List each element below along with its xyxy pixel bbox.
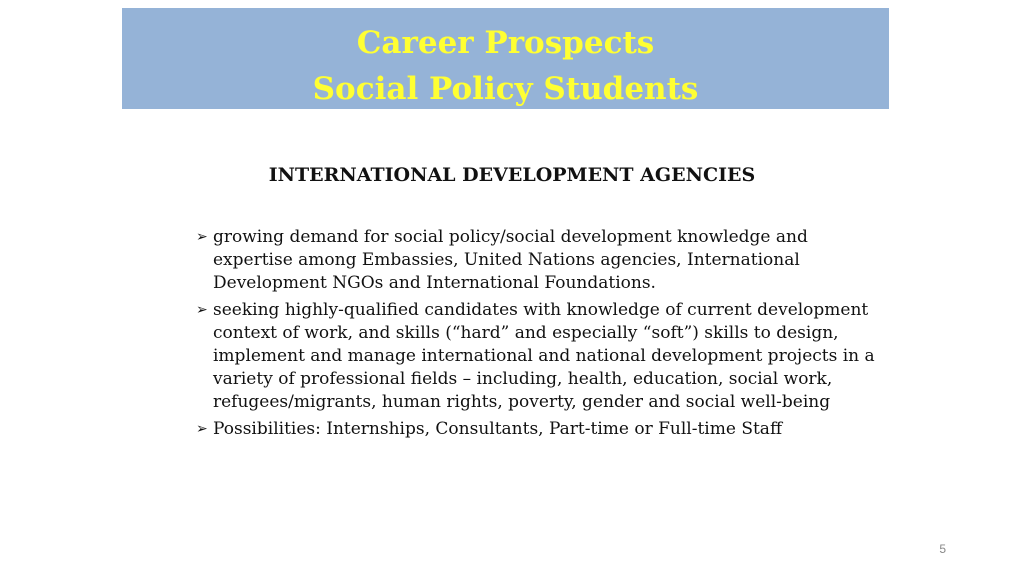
arrow-bullet-icon: ➢ [196,421,208,437]
list-item [196,226,876,295]
bullet-text: seeking highly-qualified candidates with knowledge of current development context of work, and skills (“hard” and especially “soft”) skills to design, implement and manage international and national development projects in a variety of professional fields – including, health, education, social work, refugees/migrants, human rights, poverty, gender and social well-being [213,300,875,412]
bullet-text: Possibilities: Internships, Consultants, Part-time or Full-time Staff [213,419,783,439]
arrow-bullet-icon: ➢ [196,302,208,318]
section-heading: INTERNATIONAL DEVELOPMENT AGENCIES [268,164,756,186]
title-line-1: Career Prospects [356,25,655,61]
title-banner [122,8,889,109]
list-item [196,299,876,414]
bullet-text: growing demand for social policy/social development knowledge and expertise among Embassies, United Nations agencies, International Development NGOs and International Foundations. [213,227,808,293]
bullet-list [196,226,876,445]
page-number: 5 [939,542,946,556]
list-item [196,418,876,441]
title-line-2: Social Policy Students [312,71,699,107]
arrow-bullet-icon: ➢ [196,229,208,245]
